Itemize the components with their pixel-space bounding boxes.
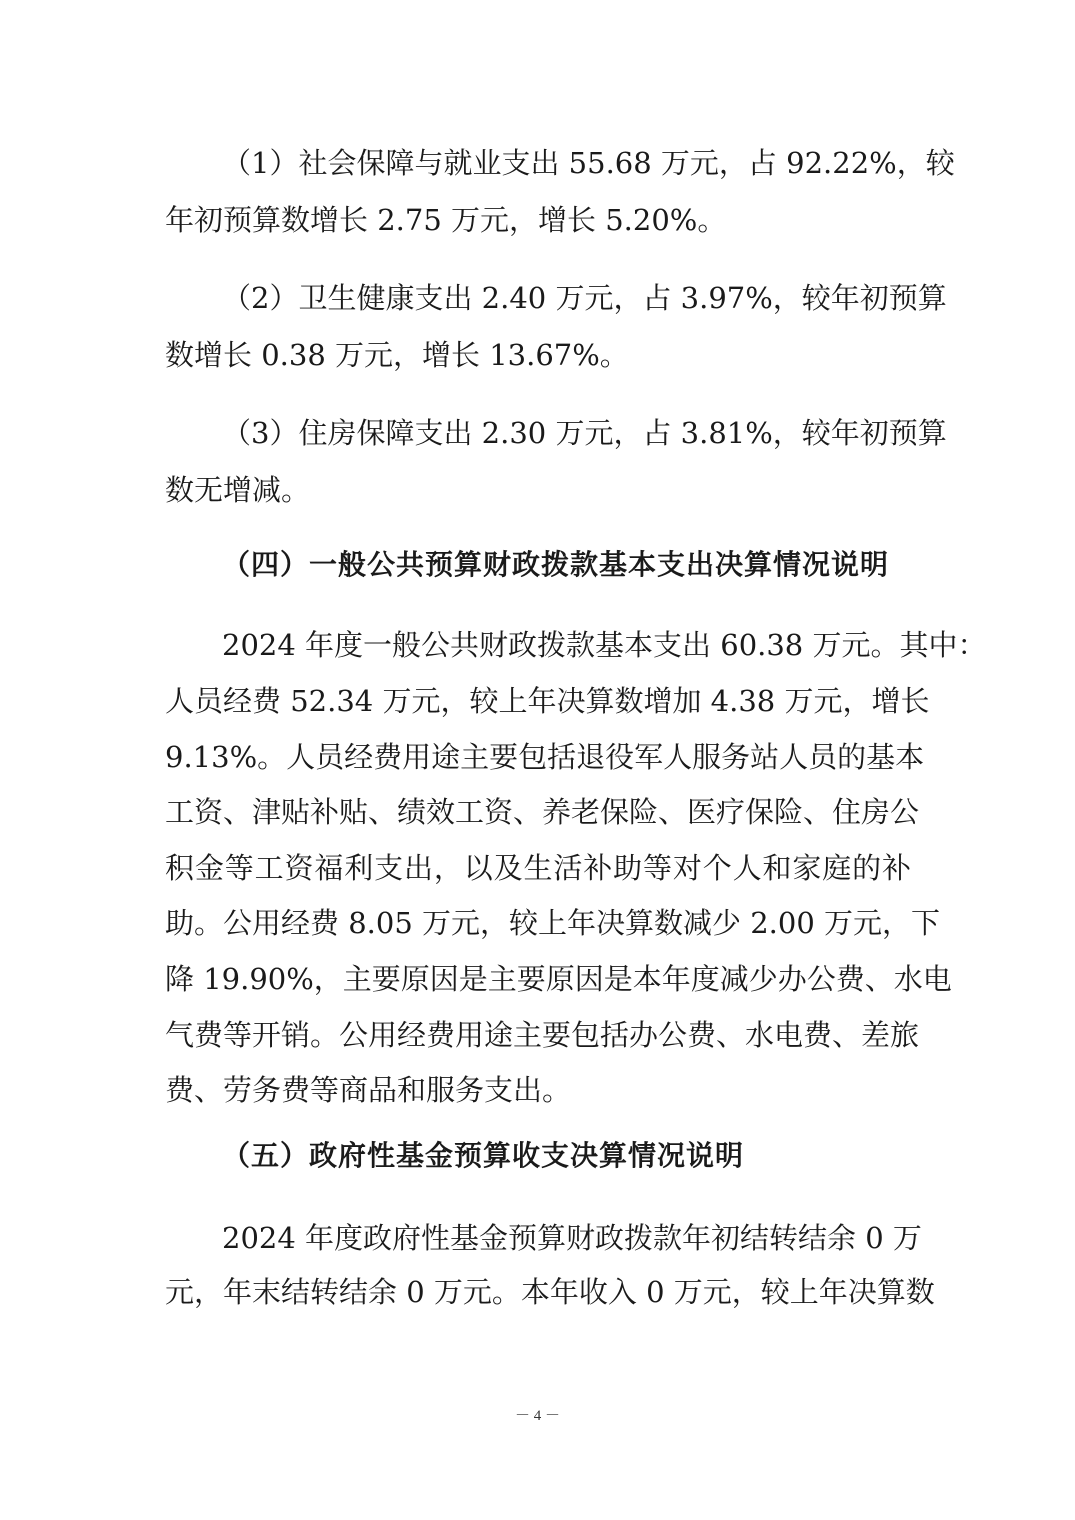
item-2-line-2: 数增长 0.38 万元，增长 13.67%。 xyxy=(165,338,629,372)
section-4-line-5: 积金等工资福利支出，以及生活补助等对个人和家庭的补 xyxy=(165,851,911,885)
section-4-line-2: 人员经费 52.34 万元，较上年决算数增加 4.38 万元，增长 xyxy=(165,684,930,718)
section-4-line-6: 助。公用经费 8.05 万元，较上年决算数减少 2.00 万元，下 xyxy=(165,906,941,940)
item-2-line-1: （2）卫生健康支出 2.40 万元，占 3.97%，较年初预算 xyxy=(222,281,947,315)
section-4-heading: （四）一般公共预算财政拨款基本支出决算情况说明 xyxy=(222,548,890,581)
item-1-line-2: 年初预算数增长 2.75 万元，增长 5.20%。 xyxy=(165,203,727,237)
item-1-line-1: （1）社会保障与就业支出 55.68 万元，占 92.22%，较 xyxy=(222,146,955,180)
section-5-heading: （五）政府性基金预算收支决算情况说明 xyxy=(222,1139,745,1172)
section-4-line-4: 工资、津贴补贴、绩效工资、养老保险、医疗保险、住房公 xyxy=(165,795,920,829)
section-4-line-7: 降 19.90%，主要原因是主要原因是本年度减少办公费、水电 xyxy=(165,962,952,996)
item-3-line-1: （3）住房保障支出 2.30 万元，占 3.81%，较年初预算 xyxy=(222,416,947,450)
section-4-line-3: 9.13%。人员经费用途主要包括退役军人服务站人员的基本 xyxy=(165,740,925,774)
section-4-line-8: 气费等开销。公用经费用途主要包括办公费、水电费、差旅 xyxy=(165,1018,920,1052)
item-3-line-2: 数无增减。 xyxy=(165,473,311,507)
section-5-line-2: 元，年末结转结余 0 万元。本年收入 0 万元，较上年决算数 xyxy=(165,1275,935,1309)
section-4-line-1: 2024 年度一般公共财政拨款基本支出 60.38 万元。其中： xyxy=(222,628,987,662)
section-5-line-1: 2024 年度政府性基金预算财政拨款年初结转结余 0 万 xyxy=(222,1221,922,1255)
page-number: － 4 － xyxy=(514,1408,560,1424)
section-4-line-9: 费、劳务费等商品和服务支出。 xyxy=(165,1073,572,1107)
